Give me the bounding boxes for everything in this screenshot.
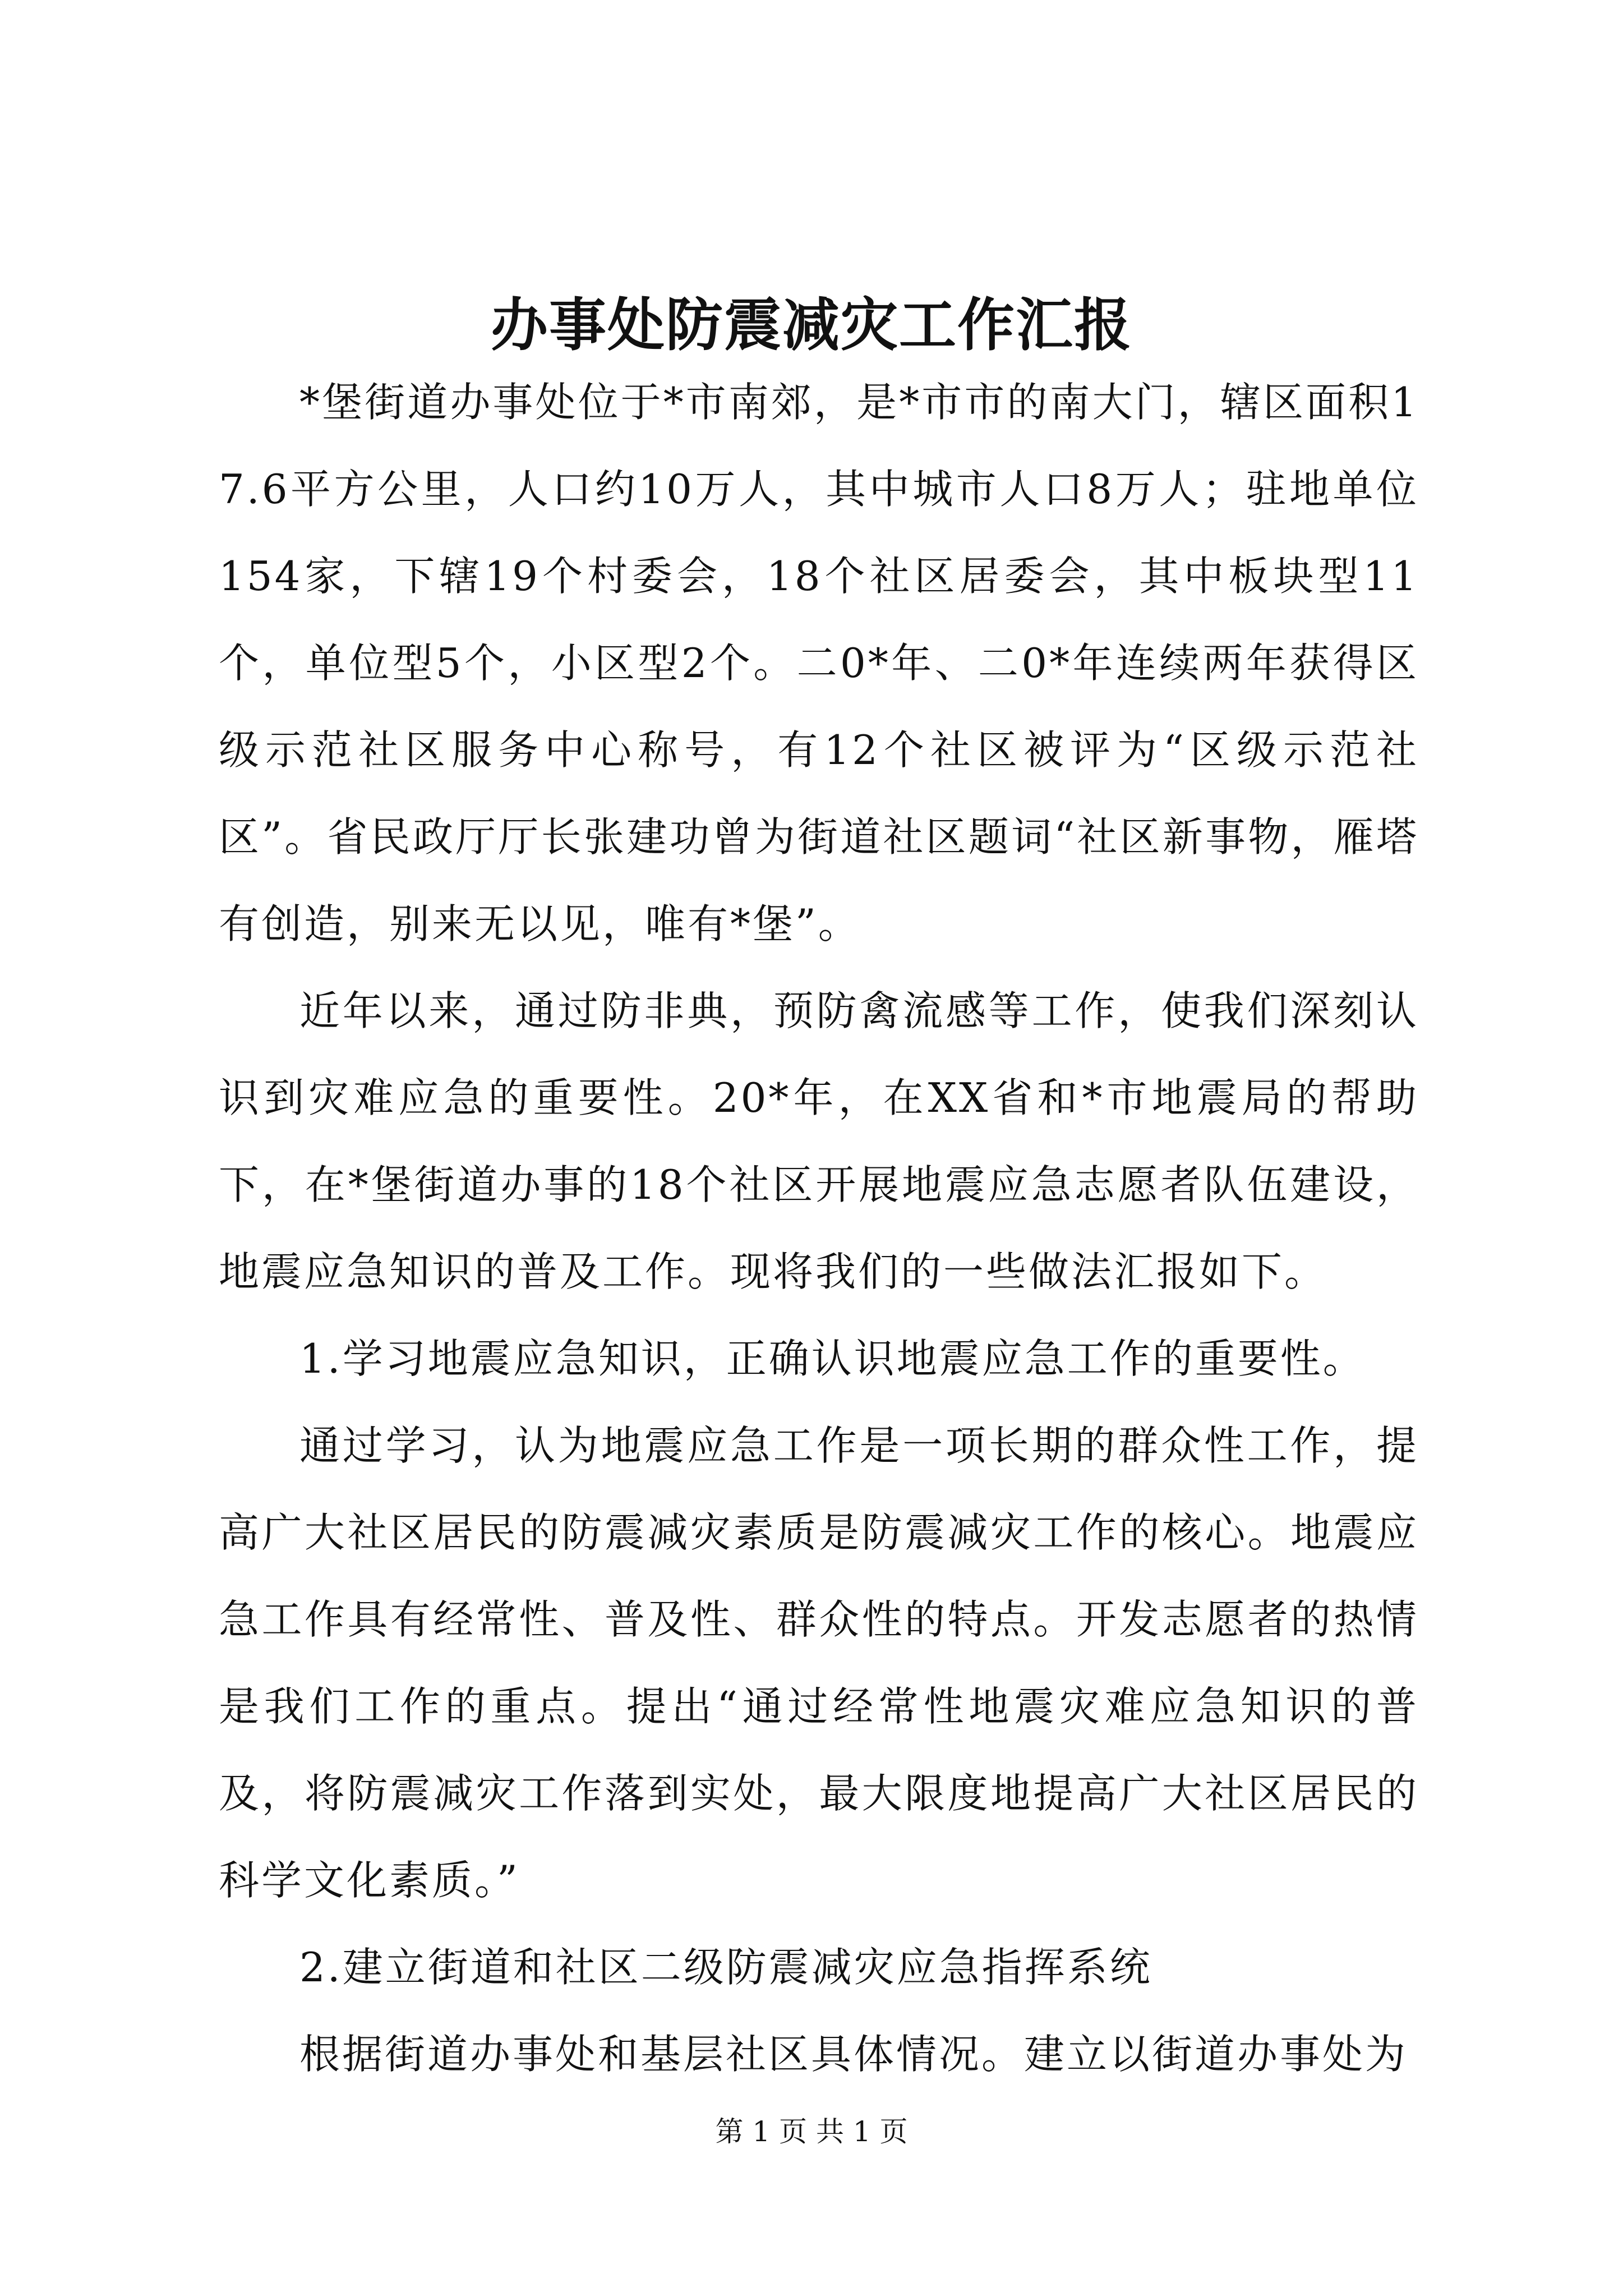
paragraph-intro: *堡街道办事处位于*市南郊，是*市市的南大门，辖区面积17.6平方公里，人口约10万人，其中城市人口8万人；驻地单位154家，下辖19个村委会，18个社区居委会，其中板块型11个，单位型5个，小区型2个。二0*年、二0*年连续两年获得区级示范社区服务中心称号，有12个社区被评为“区级示范社区”。省民政厅厅长张建功曾为街道社区题词“社区新事物，雁塔有创造，别来无以见，唯有*堡”。 [219,379,1419,947]
paragraph-heading-1: 1.学习地震应急知识，正确认识地震应急工作的重要性。 [299,1335,1366,1382]
document-title: 办事处防震减灾工作汇报 [491,292,1132,359]
document-body [219,359,1419,2098]
paragraph-system: 根据街道办事处和基层社区具体情况。建立以街道办事处为 [299,2031,1408,2078]
page-footer: 第 1 页 共 1 页 [715,2115,908,2148]
paragraph-background: 近年以来，通过防非典，预防禽流感等工作，使我们深刻认识到灾难应急的重要性。20*年，在XX省和*市地震局的帮助下，在*堡街道办事的18个社区开展地震应急志愿者队伍建设，地震应急知识的普及工作。现将我们的一些做法汇报如下。 [219,987,1419,1295]
paragraph-study: 通过学习，认为地震应急工作是一项长期的群众性工作，提高广大社区居民的防震减灾素质是防震减灾工作的核心。地震应急工作具有经常性、普及性、群众性的特点。开发志愿者的热情是我们工作的重点。提出“通过经常性地震灾难应急知识的普及，将防震减灾工作落到实处，最大限度地提高广大社区居民的科学文化素质。” [219,1422,1419,1904]
paragraph-heading-2: 2.建立街道和社区二级防震减灾应急指挥系统 [299,1944,1152,1991]
